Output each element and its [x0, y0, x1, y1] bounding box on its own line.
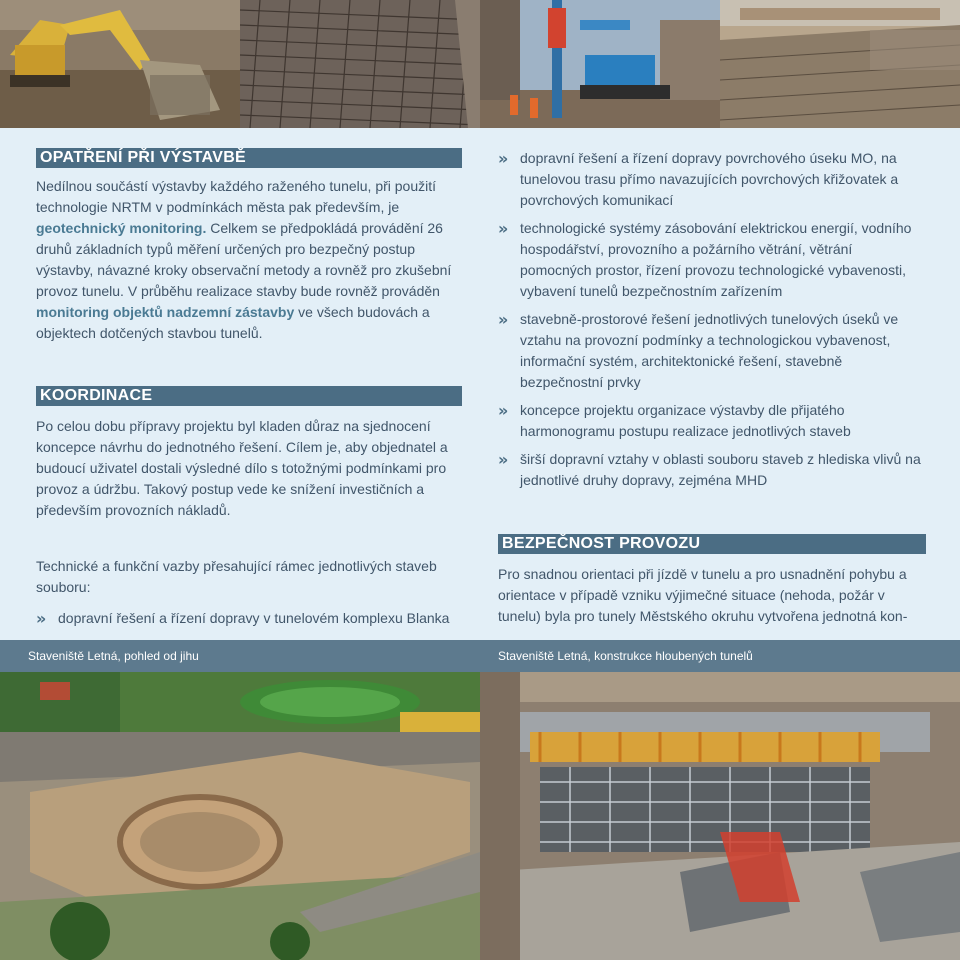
bullet-marker-icon: » — [498, 149, 509, 168]
list-item: » dopravní řešení a řízení dopravy v tunelovém komplexu Blanka — [36, 609, 450, 628]
list-item: » technologické systémy zásobování elektrickou energií, vodního hospodářství, provozního a požárního větrání, větrání pomocných prostor, řízení provozu technologické vybavenosti, vybavení tunelů bezpečnostním zařízením — [498, 219, 912, 299]
list-item: » stavebně-prostorové řešení jednotlivých tunelových úseků ve vztahu na provozní podmínky a technologickou vybavenost, informační systém, architektonické řešení, stavebně bezpečnostní prvky — [498, 310, 899, 390]
bullet-marker-icon: » — [498, 450, 509, 469]
section-heading-construction-measures: OPATŘENÍ PŘI VÝSTAVBĚ — [36, 148, 462, 168]
photo-construction-site — [720, 0, 960, 128]
bullet-marker-icon: » — [36, 609, 47, 628]
coordination-bullet-list-left — [36, 608, 462, 629]
bullet-marker-icon: » — [498, 310, 509, 329]
highlight-building-monitoring: monitoring objektů nadzemní zástavby — [36, 304, 295, 320]
section-heading-operation-safety: BEZPEČNOST PROVOZU — [498, 534, 926, 554]
construction-measures-paragraph: Nedílnou součástí výstavby každého raženého tunelu, při použití technologie NRTM v podmínkách města pak především, je geotechnický monitoring. Celkem se předpokládá provádění 26 druhů základních typů měření určených pro bezpečný postup výstavby, návazné kroky observační metody a rovněž pro zkušební provoz tunelu. V průběhu realizace stavby bude rovněž prováděn monitoring objektů nadzemní zástavby ve všech budovách a objektech dotčených stavbou tunelů. — [36, 178, 452, 341]
bullet-marker-icon: » — [498, 219, 509, 238]
photo-aerial-site-view — [0, 672, 480, 960]
bullet-marker-icon: » — [498, 401, 509, 420]
list-item: » širší dopravní vztahy v oblasti souboru staveb z hlediska vlivů na jednotlivé druhy dopravy, zejména MHD — [498, 450, 921, 488]
list-item: » koncepce projektu organizace výstavby dle přijatého harmonogramu postupu realizace jednotlivých staveb — [498, 401, 851, 439]
highlight-geotechnical-monitoring: geotechnický monitoring. — [36, 220, 207, 236]
photo-rebar-mesh — [240, 0, 480, 128]
operation-safety-paragraph: Pro snadnou orientaci při jízdě v tunelu a pro usnadnění pohybu a orientace v případě vzniku výjimečné situace (nehoda, požár v tunelu) byla pro tunely Městského okruhu vytvořena jednotná kon- — [498, 566, 908, 624]
caption-right: Staveniště Letná, konstrukce hloubených tunelů — [498, 649, 753, 663]
list-item: » dopravní řešení a řízení dopravy povrchového úseku MO, na tunelovou trasu přímo navazujících povrchových křižovatek a povrchových komunikací — [498, 149, 899, 208]
coordination-bullet-list-right — [498, 148, 926, 491]
photo-drilling-rig — [480, 0, 720, 128]
coordination-paragraph: Po celou dobu přípravy projektu byl kladen důraz na sjednocení koncepce návrhu do jednotného řešení. Cílem je, aby objednatel a budoucí uživatel dostali výsledné dílo s totožnými podmínkami pro provoz a údržbu. Takový postup vede ke snížení investičních a především provozních nákladů. — [36, 418, 448, 518]
section-heading-coordination: KOORDINACE — [36, 386, 462, 406]
caption-bar — [0, 640, 960, 672]
caption-left: Staveniště Letná, pohled od jihu — [28, 649, 199, 663]
photo-excavator — [0, 0, 240, 128]
right-column — [498, 148, 926, 624]
technical-links-intro: Technické a funkční vazby přesahující rámec jednotlivých staveb souboru: — [36, 558, 437, 595]
photo-deep-tunnel-construction — [480, 672, 960, 960]
